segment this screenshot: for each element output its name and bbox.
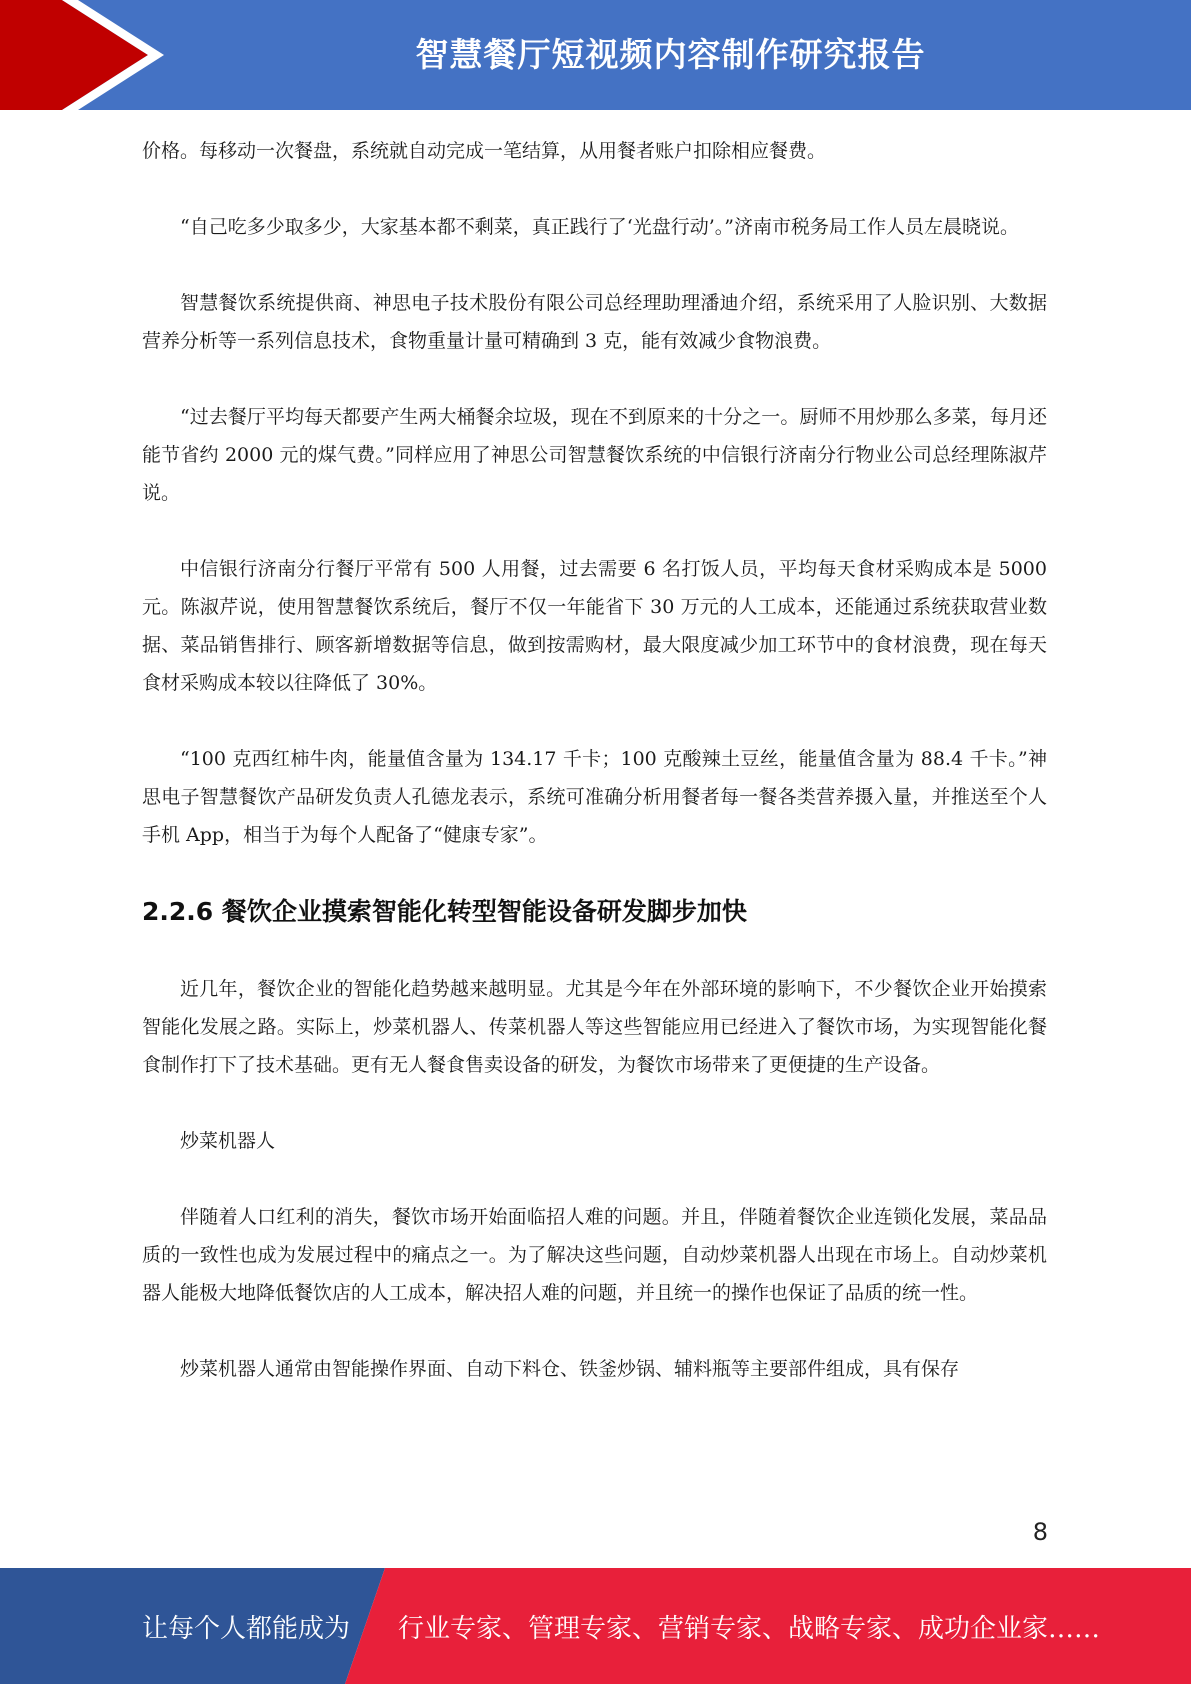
paragraph-4: “过去餐厅平均每天都要产生两大桶餐余垃圾，现在不到原来的十分之一。厨师不用炒那么多菜，每月还能节省约 2000 元的煤气费。”同样应用了神思公司智慧餐饮系统的中信银行济南分行物业公司总经理陈淑芹说。 xyxy=(142,406,1047,504)
paragraph-5: 中信银行济南分行餐厅平常有 500 人用餐，过去需要 6 名打饭人员，平均每天食材采购成本是 5000 元。陈淑芹说，使用智慧餐饮系统后，餐厅不仅一年能省下 30 万元的人工成本，还能通过系统获取营业数据、菜品销售排行、顾客新增数据等信息，做到按需购材，最大限度减少加工环节中的食材浪费，现在每天食材采购成本较以往降低了 30%。 xyxy=(142,558,1047,694)
paragraph-1: 价格。每移动一次餐盘，系统就自动完成一笔结算，从用餐者账户扣除相应餐费。 xyxy=(142,140,827,162)
footer-slogan-right: 行业专家、管理专家、营销专家、战略专家、成功企业家…… xyxy=(398,1613,1101,1644)
section-paragraph-1: 近几年，餐饮企业的智能化趋势越来越明显。尤其是今年在外部环境的影响下，不少餐饮企业开始摸索智能化发展之路。实际上，炒菜机器人、传菜机器人等这些智能应用已经进入了餐饮市场，为实现智能化餐食制作打下了技术基础。更有无人餐食售卖设备的研发，为餐饮市场带来了更便捷的生产设备。 xyxy=(142,978,1047,1076)
page-footer xyxy=(0,1568,1191,1684)
paragraph-6: “100 克西红柿牛肉，能量值含量为 134.17 千卡；100 克酸辣土豆丝，能量值含量为 88.4 千卡。”神思电子智慧餐饮产品研发负责人孔德龙表示，系统可准确分析用餐者每一餐各类营养摄入量，并推送至个人手机 App，相当于为每个人配备了“健康专家”。 xyxy=(142,748,1047,846)
paragraph-2: “自己吃多少取多少，大家基本都不剩菜，真正践行了‘光盘行动’。”济南市税务局工作人员左晨晓说。 xyxy=(180,216,1020,238)
section-paragraph-2: 伴随着人口红利的消失，餐饮市场开始面临招人难的问题。并且，伴随着餐饮企业连锁化发展，菜品品质的一致性也成为发展过程中的痛点之一。为了解决这些问题，自动炒菜机器人出现在市场上。自动炒菜机器人能极大地降低餐饮店的人工成本，解决招人难的问题，并且统一的操作也保证了品质的统一性。 xyxy=(142,1206,1047,1304)
section-heading: 2.2.6 餐饮企业摸索智能化转型智能设备研发脚步加快 xyxy=(142,897,747,926)
subheading-cooking-robot: 炒菜机器人 xyxy=(180,1130,276,1152)
paragraph-3: 智慧餐饮系统提供商、神思电子技术股份有限公司总经理助理潘迪介绍，系统采用了人脸识别、大数据营养分析等一系列信息技术，食物重量计量可精确到 3 克，能有效减少食物浪费。 xyxy=(142,292,1047,352)
page-header xyxy=(0,0,1191,110)
section-paragraph-3: 炒菜机器人通常由智能操作界面、自动下料仓、铁釜炒锅、辅料瓶等主要部件组成，具有保存 xyxy=(180,1358,960,1380)
page-content xyxy=(142,132,1047,1426)
page-number: 8 xyxy=(1032,1518,1048,1546)
report-title: 智慧餐厅短视频内容制作研究报告 xyxy=(415,34,926,74)
footer-slogan-left: 让每个人都能成为 xyxy=(142,1613,351,1644)
